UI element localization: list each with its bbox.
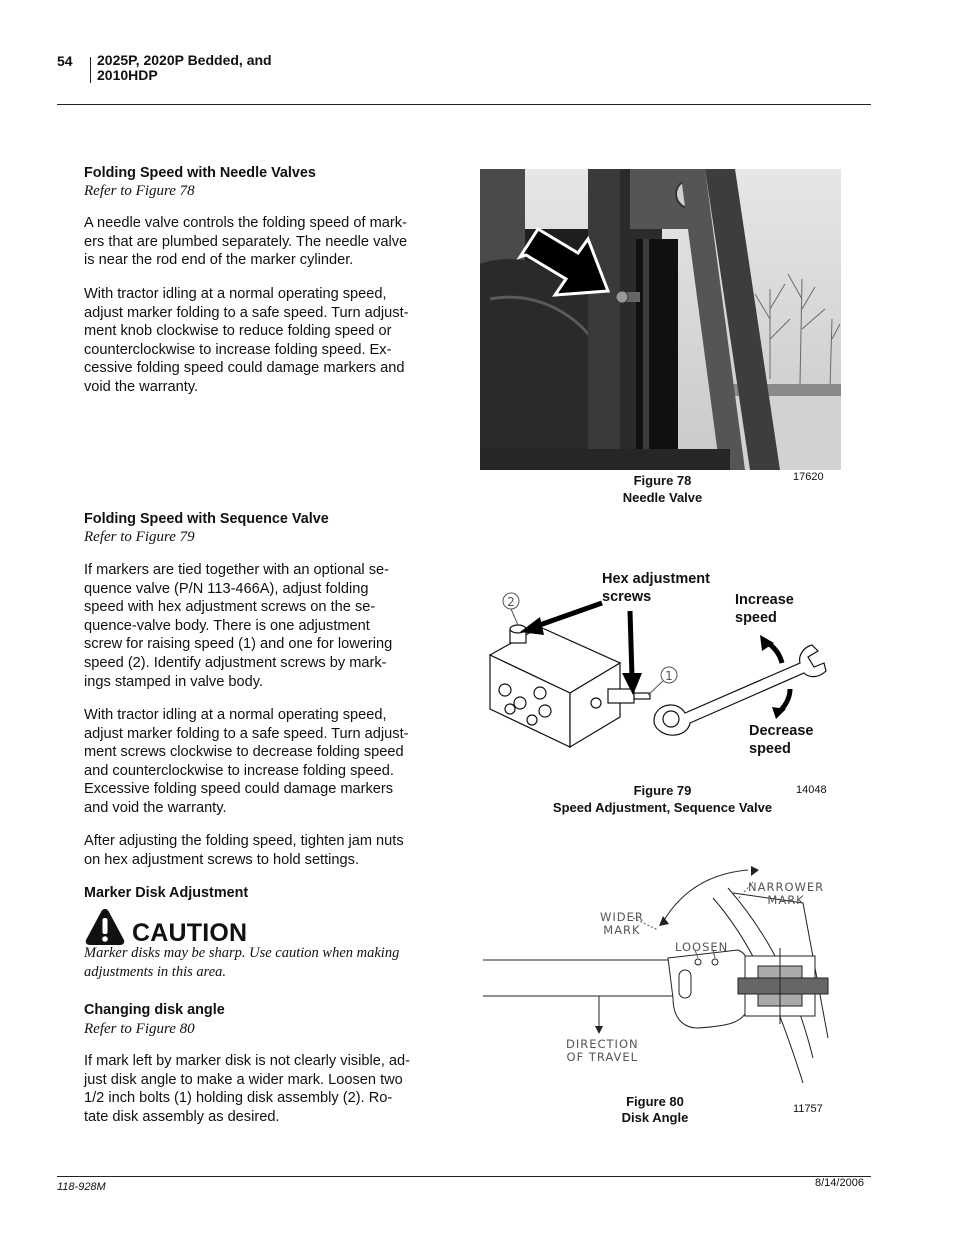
header-divider [90,57,91,83]
ref-figure-80: Refer to Figure 80 [84,1021,195,1037]
ref-figure-79: Refer to Figure 79 [84,529,195,545]
heading-disk-angle: Changing disk angle [84,1002,225,1018]
figure-79-label: Figure 79 [633,783,692,798]
loosen-label: LOOSEN [675,940,729,954]
callout-2: 2 [507,595,515,609]
caution-text: Marker disks may be sharp. Use caution when making adjustments in this area. [84,945,400,980]
page-number: 54 [57,53,73,69]
figure-80-caption: Disk Angle [621,1110,689,1125]
figure-78-label: Figure 78 [633,473,692,488]
needle-valve-photo [480,169,841,470]
figure-79-number: 14048 [796,784,827,796]
hex-screws-label: Hex adjustment screws [602,571,710,605]
ref-figure-78: Refer to Figure 78 [84,183,195,199]
footer-date: 8/14/2006 [815,1177,864,1189]
warning-triangle-icon [84,907,126,947]
callout-1: 1 [665,669,673,683]
heading-needle-valves: Folding Speed with Needle Valves [84,165,316,181]
sequence-paragraph-1: If markers are tied together with an optional se- quence valve (P/N 113-466A), adjust folding speed with hex adjustment screws on the se- quence-valve body. There is one adjustment screw for raising speed (1) and one for lowering speed (2). Identify adjustment screws by mark- ings stamped in valve body. [84,562,393,690]
caution-title: CAUTION [132,919,248,947]
sequence-valve-diagram [480,585,840,760]
sequence-paragraph-2: With tractor idling at a normal operating speed, adjust marker folding to a safe speed. Turn adjust- ment screws clockwise to decrease folding speed and counterclockwise to increase folding speed. Excessive folding speed could damage markers and void the warranty. [84,707,409,816]
figure-78-number: 17620 [793,471,824,483]
figure-80-number: 11757 [793,1103,823,1115]
footer-doc-number: 118-928M [57,1181,106,1193]
direction-of-travel-label: DIRECTION OF TRAVEL [566,1037,639,1064]
figure-79-caption: Speed Adjustment, Sequence Valve [552,800,773,815]
figure-80-label: Figure 80 [626,1094,684,1109]
needle-paragraph-1: A needle valve controls the folding speed of mark- ers that are plumbed separately. The needle valve is near the rod end of the marker cylinder. [84,215,408,269]
heading-marker-disk: Marker Disk Adjustment [84,885,249,901]
narrower-mark-label: NARROWER MARK [748,880,825,907]
document-title: 2025P, 2020P Bedded, and 2010HDP [97,52,272,83]
disk-angle-paragraph-1: If mark left by marker disk is not clearly visible, ad- just disk angle to make a wider mark. Loosen two 1/2 inch bolts (1) holding disk assembly (2). Ro- tate disk assembly as desired. [84,1053,411,1125]
header-rule [57,104,871,105]
needle-paragraph-2: With tractor idling at a normal operating speed, adjust marker folding to a safe speed. Turn adjust- ment knob clockwise to reduce folding speed or counterclockwise to increase folding speed. Ex- cessive folding speed could damage markers and void the warranty. [84,286,409,395]
wider-mark-label: WIDER MARK [600,910,644,937]
figure-78-caption: Needle Valve [622,490,703,505]
heading-sequence-valve: Folding Speed with Sequence Valve [84,511,329,527]
decrease-speed-label: Decrease speed [749,723,814,757]
footer-rule [57,1176,871,1177]
sequence-paragraph-3: After adjusting the folding speed, tighten jam nuts on hex adjustment screws to hold settings. [84,833,404,868]
increase-speed-label: Increase speed [735,592,794,626]
